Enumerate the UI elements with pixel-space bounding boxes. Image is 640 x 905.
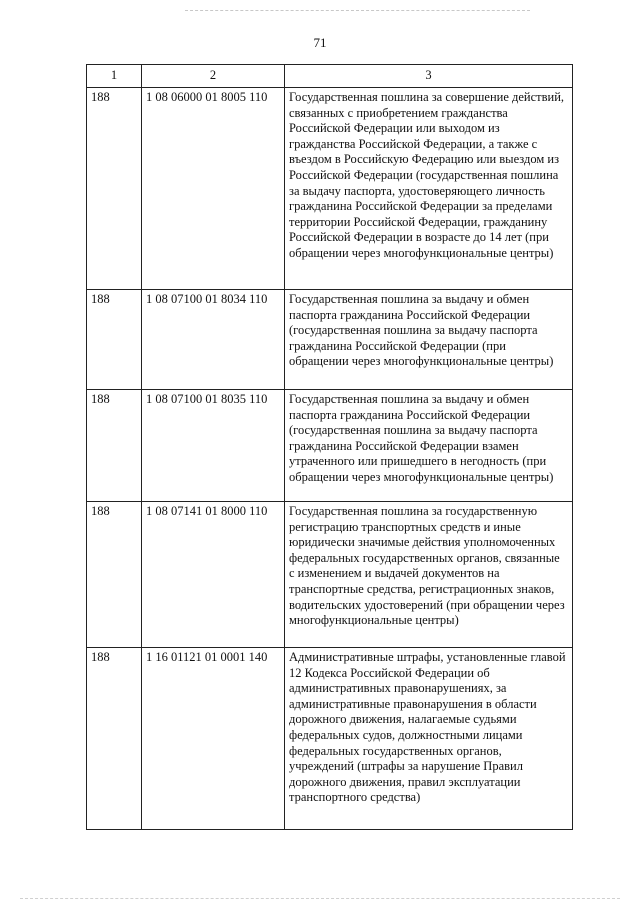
top-scan-line bbox=[185, 10, 530, 11]
admin-code-cell: 188 bbox=[87, 390, 142, 502]
admin-code-cell: 188 bbox=[87, 88, 142, 290]
description-cell: Государственная пошлина за выдачу и обмен паспорта гражданина Российской Федерации (государственная пошлина за выдачу паспорта гражданина Российской Федерации (при обращении через многофункциональные центры) bbox=[285, 290, 573, 390]
table-row bbox=[87, 88, 573, 290]
admin-code-cell: 188 bbox=[87, 502, 142, 648]
revenue-codes-table bbox=[86, 64, 573, 830]
admin-code-cell: 188 bbox=[87, 648, 142, 830]
column-header-3: 3 bbox=[285, 65, 573, 88]
table-row bbox=[87, 502, 573, 648]
admin-code-cell: 188 bbox=[87, 290, 142, 390]
description-cell: Государственная пошлина за выдачу и обмен паспорта гражданина Российской Федерации (государственная пошлина за выдачу паспорта гражданина Российской Федерации взамен утраченного или пришедшего в негодность (при обращении через многофункциональные центры) bbox=[285, 390, 573, 502]
table-header-row bbox=[87, 65, 573, 88]
budget-code-cell: 1 08 07100 01 8035 110 bbox=[142, 390, 285, 502]
table-row bbox=[87, 390, 573, 502]
column-header-1: 1 bbox=[87, 65, 142, 88]
description-cell: Государственная пошлина за совершение действий, связанных с приобретением гражданства Российской Федерации или выходом из гражданства Российской Федерации, а также с въездом в Российскую Федерацию или выездом из Российской Федерации (государственная пошлина за выдачу паспорта, удостоверяющего личность гражданина Российской Федерации за пределами территории Российской Федерации, гражданину Российской Федерации в возрасте до 14 лет (при обращении через многофункциональные центры) bbox=[285, 88, 573, 290]
description-cell: Административные штрафы, установленные главой 12 Кодекса Российской Федерации об административных правонарушениях, за административные правонарушения в области дорожного движения, налагаемые судьями федеральных судов, должностными лицами федеральных государственных органов, учреждений (штрафы за нарушение Правил дорожного движения, правил эксплуатации транспортного средства) bbox=[285, 648, 573, 830]
bottom-scan-line bbox=[20, 898, 620, 899]
budget-code-cell: 1 08 07141 01 8000 110 bbox=[142, 502, 285, 648]
budget-code-cell: 1 08 06000 01 8005 110 bbox=[142, 88, 285, 290]
budget-code-cell: 1 16 01121 01 0001 140 bbox=[142, 648, 285, 830]
budget-code-cell: 1 08 07100 01 8034 110 bbox=[142, 290, 285, 390]
page-number: 71 bbox=[313, 35, 327, 50]
table-row bbox=[87, 290, 573, 390]
description-cell: Государственная пошлина за государственную регистрацию транспортных средств и иные юридически значимые действия уполномоченных федеральных государственных органов, связанные с изменением и выдачей документов на транспортные средства, регистрационных знаков, водительских удостоверений (при обращении через многофункциональные центры) bbox=[285, 502, 573, 648]
column-header-2: 2 bbox=[142, 65, 285, 88]
table-row bbox=[87, 648, 573, 830]
